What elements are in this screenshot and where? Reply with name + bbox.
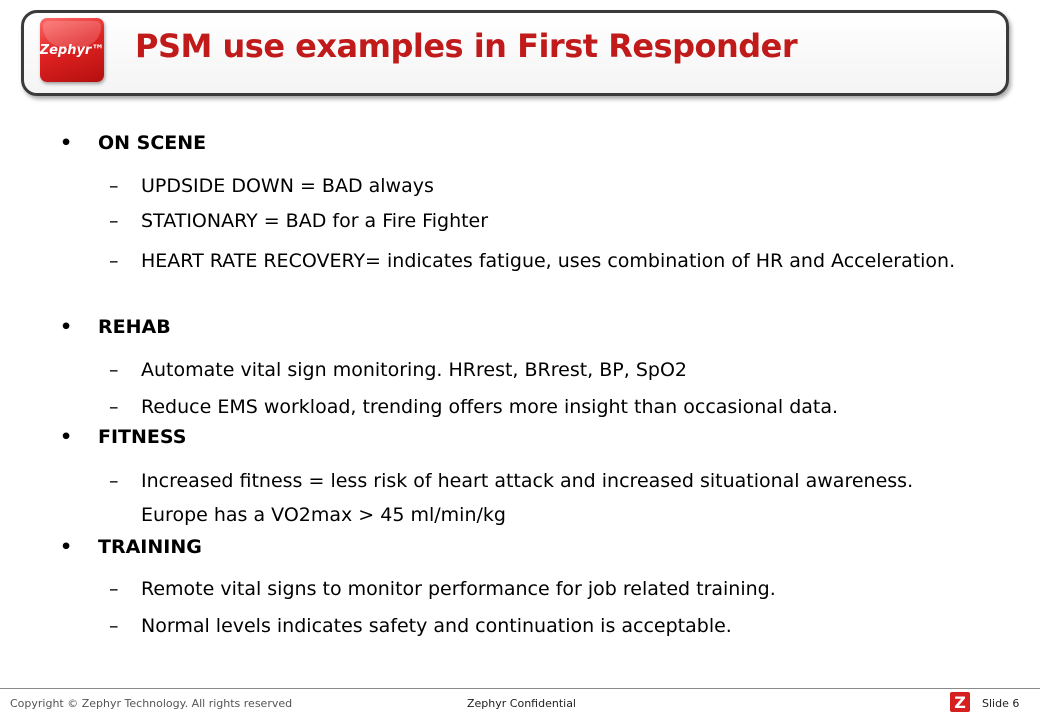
dash-icon: – [109,250,119,272]
zephyr-logo [40,18,104,82]
bullet-heading: TRAINING [98,536,202,558]
sub-item-text: STATIONARY = BAD for a Fire Fighter [141,210,489,232]
bullet-dot-icon: • [60,316,73,338]
sub-item-text: Automate vital sign monitoring. HRrest, BRrest, BP, SpO2 [141,359,687,381]
dash-icon: – [109,470,119,492]
dash-icon: – [109,175,119,197]
sub-item-text: HEART RATE RECOVERY= indicates fatigue, uses combination of HR and Acceleration. [141,250,956,272]
dash-icon: – [109,396,119,418]
sub-item-text: Remote vital signs to monitor performance for job related training. [141,578,776,600]
sub-item-text: Reduce EMS workload, trending offers more insight than occasional data. [141,396,839,418]
bullet-dot-icon: • [60,132,73,154]
sub-item [109,390,971,424]
title-banner [21,10,1009,96]
sub-item [109,609,971,643]
slide-number: Slide 6 [982,697,1020,710]
footer-copyright: Copyright © Zephyr Technology. All rights reserved [10,697,293,710]
sub-item [109,244,971,278]
zephyr-z-icon: Z [950,692,970,712]
sub-item [109,572,971,606]
slide-title: PSM use examples in First Responder [135,27,798,65]
sub-item-text: UPDSIDE DOWN = BAD always [141,175,434,197]
dash-icon: – [109,578,119,600]
dash-icon: – [109,615,119,637]
bullet-heading: FITNESS [98,426,187,448]
bullet-heading: ON SCENE [98,132,207,154]
footer-confidential: Zephyr Confidential [467,697,576,710]
sub-item [109,353,971,387]
bullet-on-scene [60,132,207,154]
sub-item [109,464,971,532]
sub-item-text: Increased fitness = less risk of heart attack and increased situational awareness. Europe has a VO2max > 45 ml/min/kg [141,470,914,526]
sub-item [109,204,971,238]
bullet-training [60,536,202,558]
sub-item [109,169,971,203]
dash-icon: – [109,210,119,232]
footer-divider [0,688,1040,689]
bullet-rehab [60,316,171,338]
dash-icon: – [109,359,119,381]
bullet-fitness [60,426,187,448]
logo-text: Zephyr™ [39,42,105,58]
bullet-dot-icon: • [60,536,73,558]
bullet-dot-icon: • [60,426,73,448]
bullet-heading: REHAB [98,316,171,338]
sub-item-text: Normal levels indicates safety and continuation is acceptable. [141,615,732,637]
